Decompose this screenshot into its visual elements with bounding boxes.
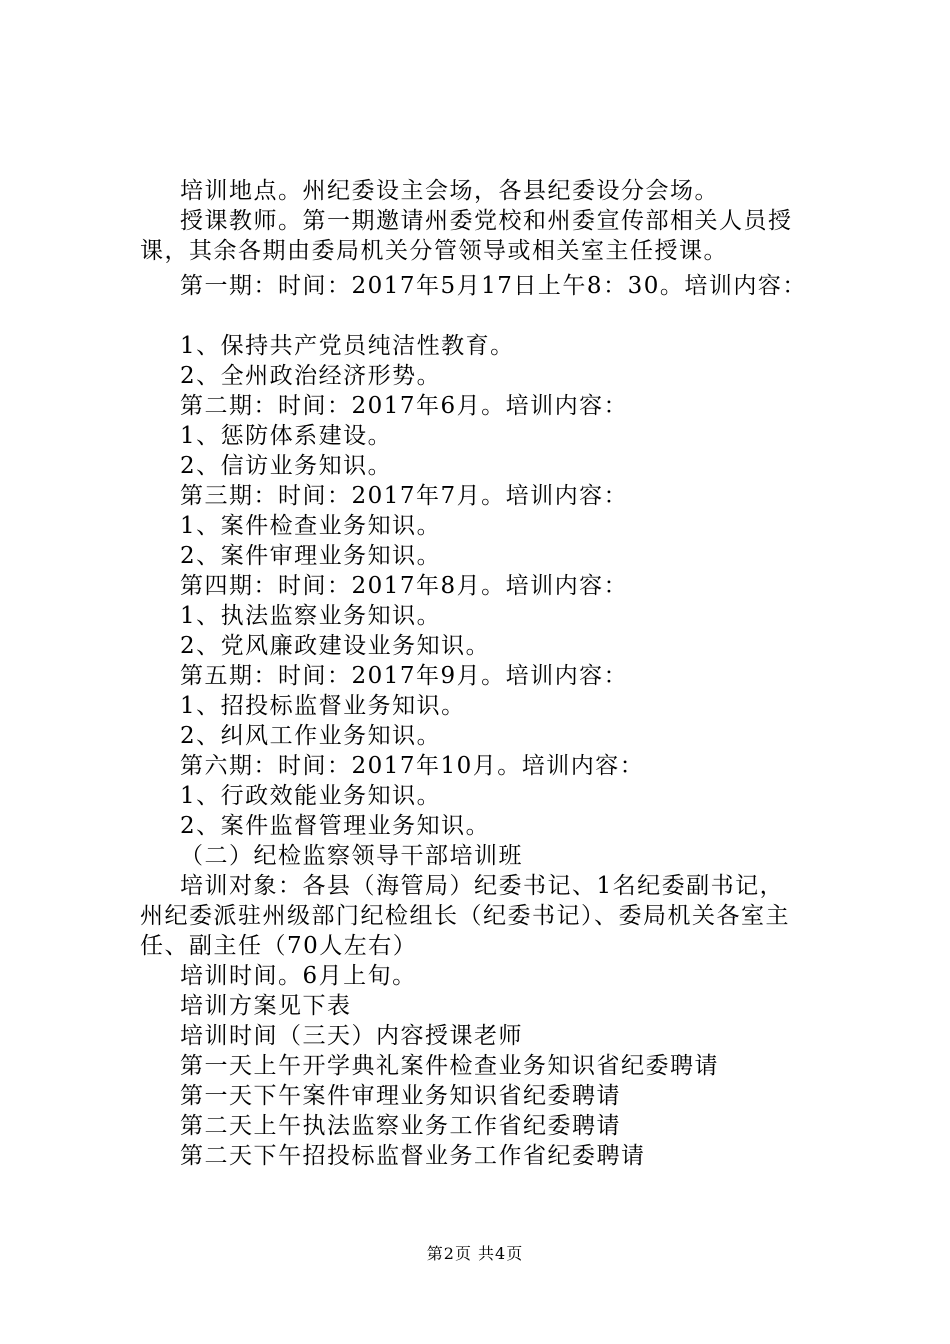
text-line: 1、招投标监督业务知识。 — [180, 693, 466, 719]
text-line: 2、案件审理业务知识。 — [180, 543, 442, 569]
text-line: 第一天上午开学典礼案件检查业务知识省纪委聘请 — [180, 1053, 719, 1079]
text-line: 1、保持共产党员纯洁性教育。 — [180, 333, 515, 359]
section-heading: （二）纪检监察领导干部培训班 — [180, 843, 523, 869]
text-line: 2、信访业务知识。 — [180, 453, 393, 479]
text-line: 任、副主任（70人左右） — [140, 933, 418, 959]
text-line: 课，其余各期由委局机关分管领导或相关室主任授课。 — [140, 238, 728, 264]
text-line: 授课教师。第一期邀请州委党校和州委宣传部相关人员授 — [180, 208, 793, 234]
text-line: 第一天下午案件审理业务知识省纪委聘请 — [180, 1083, 621, 1109]
text-line: 1、案件检查业务知识。 — [180, 513, 442, 539]
text-line: 第六期：时间：2017年10月。培训内容： — [180, 753, 645, 779]
text-line: 第二天下午招投标监督业务工作省纪委聘请 — [180, 1143, 646, 1169]
text-line: 培训对象：各县（海管局）纪委书记、1名纪委副书记， — [180, 873, 785, 899]
text-line: 培训时间（三天）内容授课老师 — [180, 1023, 523, 1049]
text-line: 第一期：时间：2017年5月17日上午8：30。培训内容： — [180, 273, 807, 299]
text-line: 第二天上午执法监察业务工作省纪委聘请 — [180, 1113, 621, 1139]
text-line: 2、全州政治经济形势。 — [180, 363, 442, 389]
text-line: 1、惩防体系建设。 — [180, 423, 393, 449]
page-number: 第2页 共4页 — [426, 1244, 524, 1263]
text-line: 第五期：时间：2017年9月。培训内容： — [180, 663, 629, 689]
text-line: 第四期：时间：2017年8月。培训内容： — [180, 573, 629, 599]
text-line: 1、执法监察业务知识。 — [180, 603, 442, 629]
text-line: 州纪委派驻州级部门纪检组长（纪委书记）、委局机关各室主 — [140, 903, 790, 929]
text-line: 第二期：时间：2017年6月。培训内容： — [180, 393, 629, 419]
text-line: 培训地点。州纪委设主会场，各县纪委设分会场。 — [180, 178, 719, 204]
text-line: 培训方案见下表 — [180, 993, 352, 1019]
text-line: 第三期：时间：2017年7月。培训内容： — [180, 483, 629, 509]
text-line: 1、行政效能业务知识。 — [180, 783, 442, 809]
text-line: 2、党风廉政建设业务知识。 — [180, 633, 491, 659]
text-line: 培训时间。6月上旬。 — [180, 963, 417, 989]
text-line: 2、纠风工作业务知识。 — [180, 723, 442, 749]
text-line: 2、案件监督管理业务知识。 — [180, 813, 491, 839]
